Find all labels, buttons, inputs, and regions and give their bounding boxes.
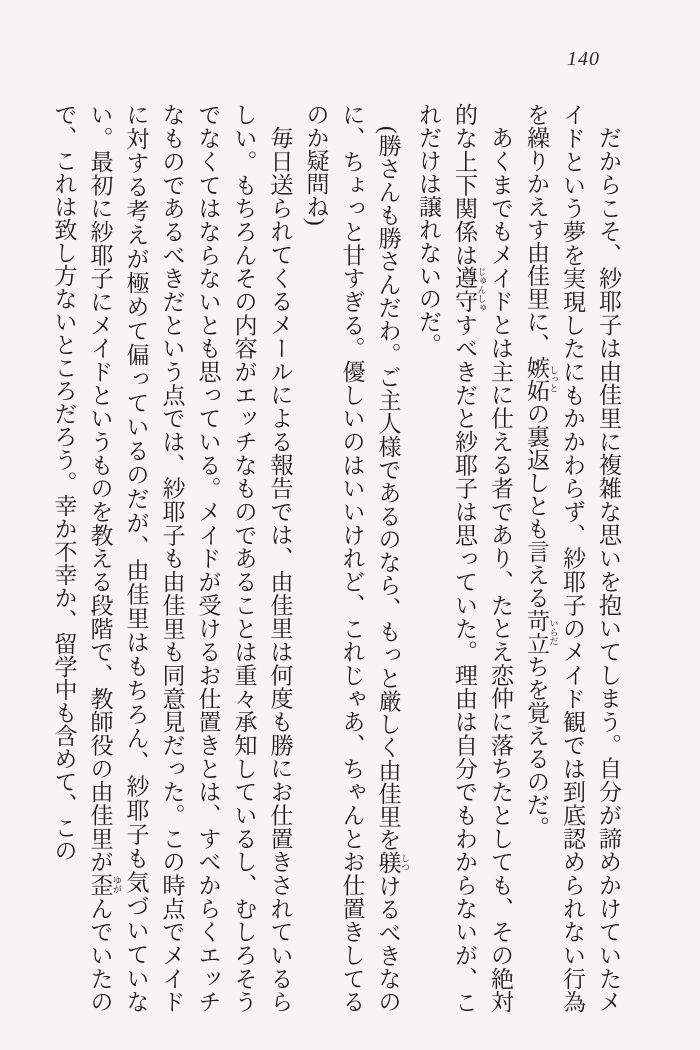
ruby-annotated-word: 躾 しつ [375, 851, 410, 875]
ruby-annotated-word: 苛立 いらだ [524, 609, 559, 655]
ruby-annotated-word: 遵守 じゅんしゅ [452, 266, 487, 314]
paragraph: 毎日送られてくるメールによる報告では、由佳里は何度も勝にお仕置きされているらしい。もちろんその内容がエッチなものであることは重々承知しているし、むしろそうでなくてはならないとも思っている。メイドが受けるお仕置きとは、すべからくエッチなものであるべきだという点では、紗耶子も由佳里も同意見だった。この時点でメイドに対する考えが極めて偏っているのだが、由佳里はもちろん、紗耶子も気づいていない。最初に紗耶子にメイドというものを教える段階で、教師役の由佳里が歪 ゆがんでいたので、これは致し方ないところだろう。幸か不幸か、留学中も含めて、この [51, 103, 293, 1014]
ruby-annotated-word: 嫉妬 しっと [524, 356, 559, 402]
ruby-annotated-word: 歪 ゆが [87, 873, 122, 897]
page-number: 140 [567, 48, 600, 70]
paragraph: だからこそ、紗耶子は由佳里に複雑な思いを抱いてしまう。自分が諦めかけていたメイドという夢を実現したにもかかわらず、紗耶子のメイド観では到底認められない行為を繰りかえす由佳里に、嫉妬 しっとの裏返しとも言える苛立 いらだちを覚えるのだ。 [524, 103, 621, 1013]
paragraph: (勝さんも勝さんだわ。ご主人様であるのなら、もっと厳しく由佳里を躾 しつけるべきなのに、ちょっと甘すぎる。優しいのはいいけれど、これじゃあ、ちゃんとお仕置きしてるのか疑問ね) [303, 103, 410, 1013]
paragraph: あくまでもメイドとは主に仕える者であり、たとえ恋仲に落ちたとしても、その絶対的な上下関係は遵守 じゅんしゅすべきだと紗耶子は思っていた。理由は自分でもわからないが、これだけは譲れないのだ。 [416, 103, 513, 1014]
body-text [46, 103, 626, 1013]
